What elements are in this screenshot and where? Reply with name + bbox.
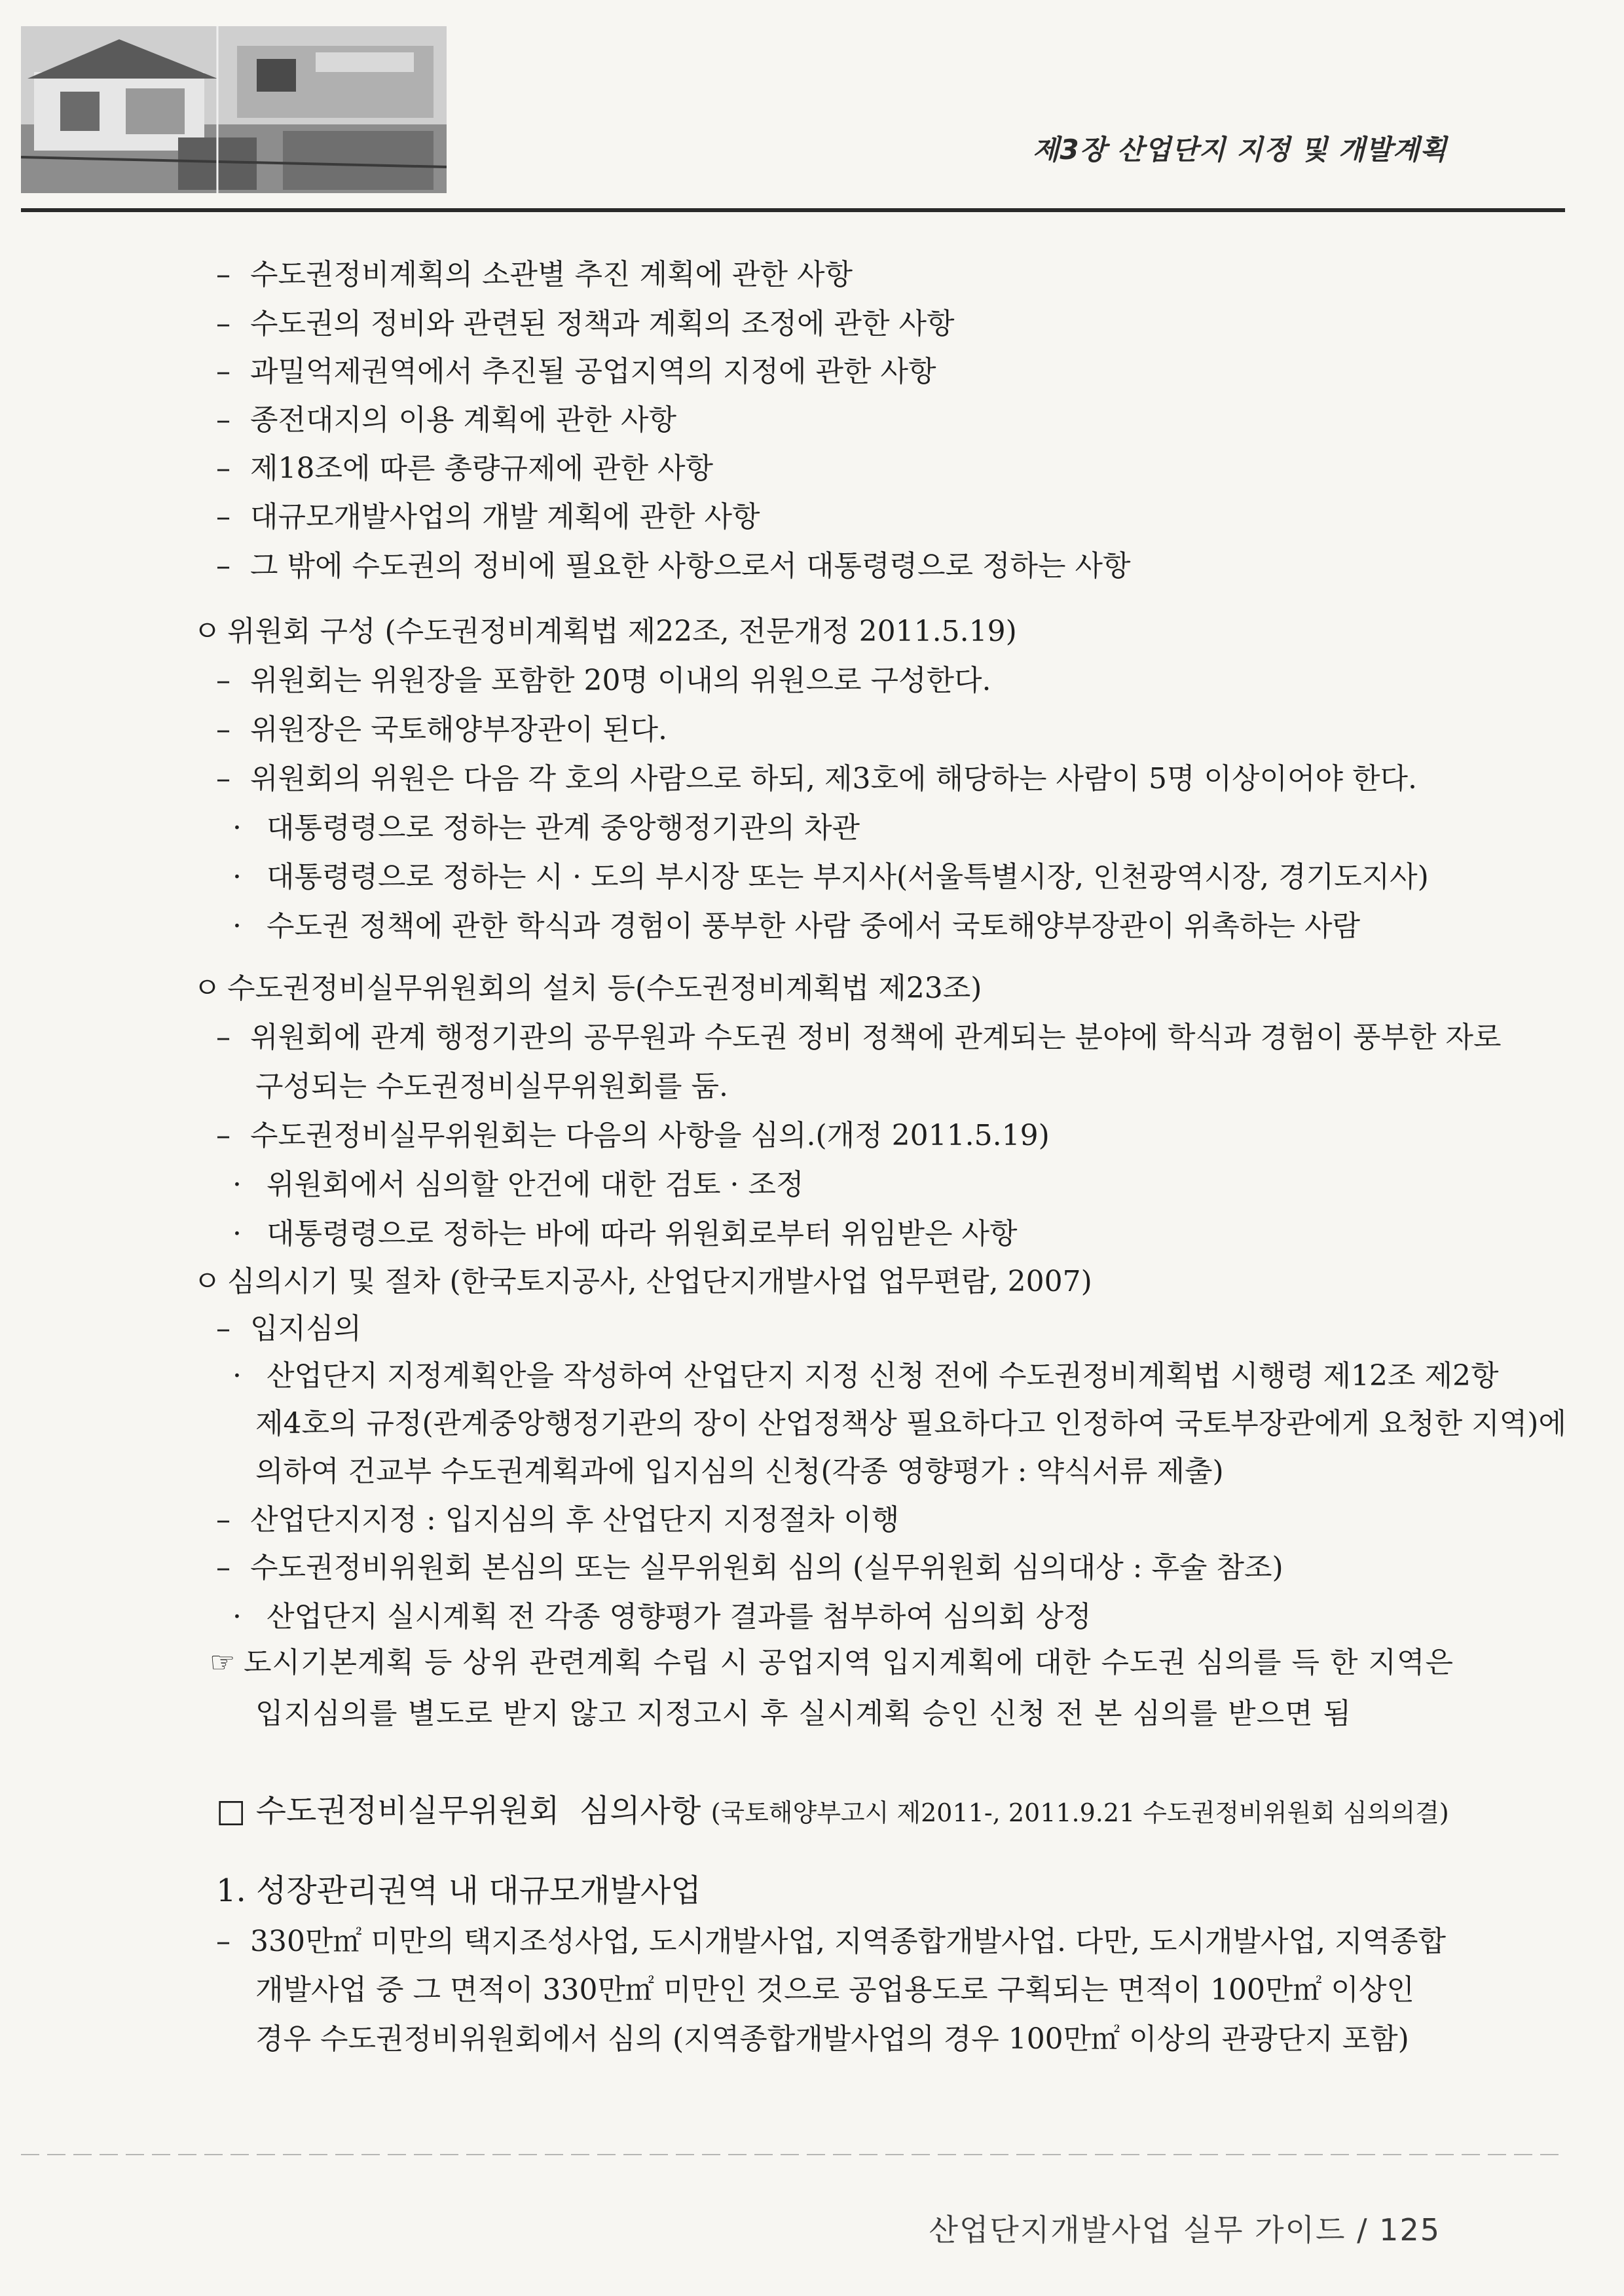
text-line xyxy=(216,255,853,295)
line-text: 수도권정비실무위원회는 다음의 사항을 심의.(개정 2011.5.19) xyxy=(250,1119,1050,1152)
text-line xyxy=(216,547,1131,586)
text-line xyxy=(216,449,713,488)
line-text: 산업단지지정 : 입지심의 후 산업단지 지정절차 이행 xyxy=(250,1503,900,1537)
dash-bullet-icon: – xyxy=(216,1925,231,1958)
text-line xyxy=(216,1309,361,1349)
text-line xyxy=(193,1262,1092,1302)
pointing-hand-icon: ☞ xyxy=(210,1646,236,1679)
dash-bullet-icon: – xyxy=(216,1312,231,1345)
checkbox-square-icon: □ xyxy=(216,1793,246,1829)
dash-bullet-icon: – xyxy=(216,1119,231,1152)
dot-bullet-icon: · xyxy=(232,1217,242,1250)
text-line xyxy=(193,969,982,1008)
text-line xyxy=(216,759,1417,799)
dash-bullet-icon: – xyxy=(216,258,231,291)
line-text: 수도권정비실무위원회의 설치 등(수도권정비계획법 제23조) xyxy=(227,972,982,1005)
line-text: 수도권 정책에 관한 학식과 경험이 풍부한 사람 중에서 국토해양부장관이 위촉하는 사람 xyxy=(267,909,1361,943)
subsection-title: 1. 성장관리권역 내 대규모개발사업 xyxy=(216,1872,701,1909)
line-text: 대통령령으로 정하는 바에 따라 위원회로부터 위임받은 사항 xyxy=(267,1217,1018,1250)
note-text: 도시기본계획 등 상위 관련계획 수립 시 공업지역 입지계획에 대한 수도권 심의를 득 한 지역은 xyxy=(244,1646,1454,1679)
text-line xyxy=(255,1404,1566,1444)
text-line xyxy=(232,858,1429,897)
dash-bullet-icon: – xyxy=(216,713,231,746)
chapter-title: 제3장 산업단지 지정 및 개발계획 xyxy=(1032,134,1447,166)
line-text: 대규모개발사업의 개발 계획에 관한 사항 xyxy=(250,500,760,534)
dash-bullet-icon: – xyxy=(216,452,231,485)
footer-rule xyxy=(21,2154,1565,2155)
text-line xyxy=(193,612,1017,651)
text-line xyxy=(232,1214,1018,1254)
line-text: 의하여 건교부 수도권계획과에 입지심의 신청(각종 영향평가 : 약식서류 제출) xyxy=(255,1455,1224,1488)
text-line xyxy=(216,352,936,392)
line-text: 대통령령으로 정하는 관계 중앙행정기관의 차관 xyxy=(267,811,860,845)
text-line xyxy=(216,1018,1502,1057)
line-text: 330만㎡ 미만의 택지조성사업, 도시개발사업, 지역종합개발사업. 다만, 도시개발사업, 지역종합 xyxy=(250,1925,1446,1958)
dash-bullet-icon: – xyxy=(216,664,231,697)
text-line xyxy=(232,907,1360,946)
circle-bullet-icon: ㅇ xyxy=(193,972,221,1005)
line-text: 위원회에 관계 행정기관의 공무원과 수도권 정비 정책에 관계되는 분야에 학식과 경험이 풍부한 자로 xyxy=(250,1021,1502,1054)
text-line xyxy=(232,1165,803,1205)
text-line xyxy=(216,710,667,750)
line-text: 제4호의 규정(관계중앙행정기관의 장이 산업정책상 필요하다고 인정하여 국토부장관에게 요청한 지역)에 xyxy=(255,1407,1566,1440)
dash-bullet-icon: – xyxy=(216,355,231,388)
line-text: 대통령령으로 정하는 시 · 도의 부시장 또는 부지사(서울특별시장, 인천광역시장, 경기도지사) xyxy=(267,860,1429,894)
line-text: 심의시기 및 절차 (한국토지공사, 산업단지개발사업 업무편람, 2007) xyxy=(227,1265,1092,1298)
section-reference: (국토해양부고시 제2011-, 2011.9.21 수도권정비위원회 심의의결) xyxy=(710,1798,1449,1827)
circle-bullet-icon: ㅇ xyxy=(193,1265,221,1298)
line-text: 수도권정비위원회 본심의 또는 실무위원회 심의 (실무위원회 심의대상 : 후술 참조) xyxy=(250,1551,1283,1584)
line-text: 종전대지의 이용 계획에 관한 사항 xyxy=(250,403,676,437)
text-line xyxy=(232,1597,1092,1637)
note-line-1 xyxy=(210,1643,1454,1683)
line-text: 위원장은 국토해양부장관이 된다. xyxy=(250,713,668,746)
dash-bullet-icon: – xyxy=(216,762,231,795)
circle-bullet-icon: ㅇ xyxy=(193,615,221,648)
subsection-line xyxy=(255,2020,1409,2059)
text-line xyxy=(216,401,676,440)
text-line xyxy=(216,1116,1050,1156)
line-text: 위원회 구성 (수도권정비계획법 제22조, 전문개정 2011.5.19) xyxy=(227,615,1017,648)
dash-bullet-icon: – xyxy=(216,549,231,583)
dash-bullet-icon: – xyxy=(216,500,231,534)
dot-bullet-icon: · xyxy=(232,1168,242,1201)
text-line xyxy=(216,1501,899,1540)
section-title: 수도권정비실무위원회 심의사항 xyxy=(255,1793,701,1829)
subsection-line xyxy=(216,1922,1446,1961)
line-text: 수도권의 정비와 관련된 정책과 계획의 조정에 관한 사항 xyxy=(250,307,955,340)
header-photo xyxy=(21,26,447,193)
line-text: 위원회의 위원은 다음 각 호의 사람으로 하되, 제3호에 해당하는 사람이 5명 이상이어야 한다. xyxy=(250,762,1417,795)
line-text: 산업단지 지정계획안을 작성하여 산업단지 지정 신청 전에 수도권정비계획법 시행령 제12조 제2항 xyxy=(267,1359,1499,1393)
line-text: 입지심의 xyxy=(250,1312,362,1345)
line-text: 위원회는 위원장을 포함한 20명 이내의 위원으로 구성한다. xyxy=(250,664,991,697)
text-line xyxy=(216,661,991,701)
text-line xyxy=(216,304,955,344)
text-line xyxy=(216,1548,1283,1588)
dot-bullet-icon: · xyxy=(232,811,242,845)
line-text: 구성되는 수도권정비실무위원회를 둠. xyxy=(255,1070,729,1103)
section-heading xyxy=(216,1791,1449,1832)
dot-bullet-icon: · xyxy=(232,860,242,894)
text-line xyxy=(232,809,860,848)
line-text: 경우 수도권정비위원회에서 심의 (지역종합개발사업의 경우 100만㎡ 이상의 관광단지 포함) xyxy=(255,2022,1409,2056)
note-line-2 xyxy=(255,1694,1352,1734)
dot-bullet-icon: · xyxy=(232,1600,242,1633)
line-text: 개발사업 중 그 면적이 330만㎡ 미만인 것으로 공업용도로 구획되는 면적이 100만㎡ 이상인 xyxy=(255,1973,1414,2007)
header-rule xyxy=(21,208,1565,212)
dash-bullet-icon: – xyxy=(216,1551,231,1584)
line-text: 산업단지 실시계획 전 각종 영향평가 결과를 첨부하여 심의회 상정 xyxy=(267,1600,1092,1633)
dash-bullet-icon: – xyxy=(216,1503,231,1537)
line-text: 위원회에서 심의할 안건에 대한 검토 · 조정 xyxy=(267,1168,804,1201)
line-text: 과밀억제권역에서 추진될 공업지역의 지정에 관한 사항 xyxy=(250,355,936,388)
text-line xyxy=(255,1067,728,1106)
dot-bullet-icon: · xyxy=(232,1359,242,1393)
subsection-line xyxy=(255,1971,1414,2010)
dash-bullet-icon: – xyxy=(216,403,231,437)
dash-bullet-icon: – xyxy=(216,307,231,340)
page-footer: 산업단지개발사업 실무 가이드 / 125 xyxy=(929,2212,1441,2248)
dash-bullet-icon: – xyxy=(216,1021,231,1054)
text-line xyxy=(216,498,760,537)
text-line xyxy=(232,1357,1499,1396)
line-text: 그 밖에 수도권의 정비에 필요한 사항으로서 대통령령으로 정하는 사항 xyxy=(250,549,1131,583)
note-text: 입지심의를 별도로 받지 않고 지정고시 후 실시계획 승인 신청 전 본 심의를 받으면 됨 xyxy=(255,1697,1352,1730)
text-line xyxy=(255,1452,1224,1491)
dot-bullet-icon: · xyxy=(232,909,242,943)
line-text: 수도권정비계획의 소관별 추진 계획에 관한 사항 xyxy=(250,258,853,291)
line-text: 제18조에 따른 총량규제에 관한 사항 xyxy=(250,452,713,485)
